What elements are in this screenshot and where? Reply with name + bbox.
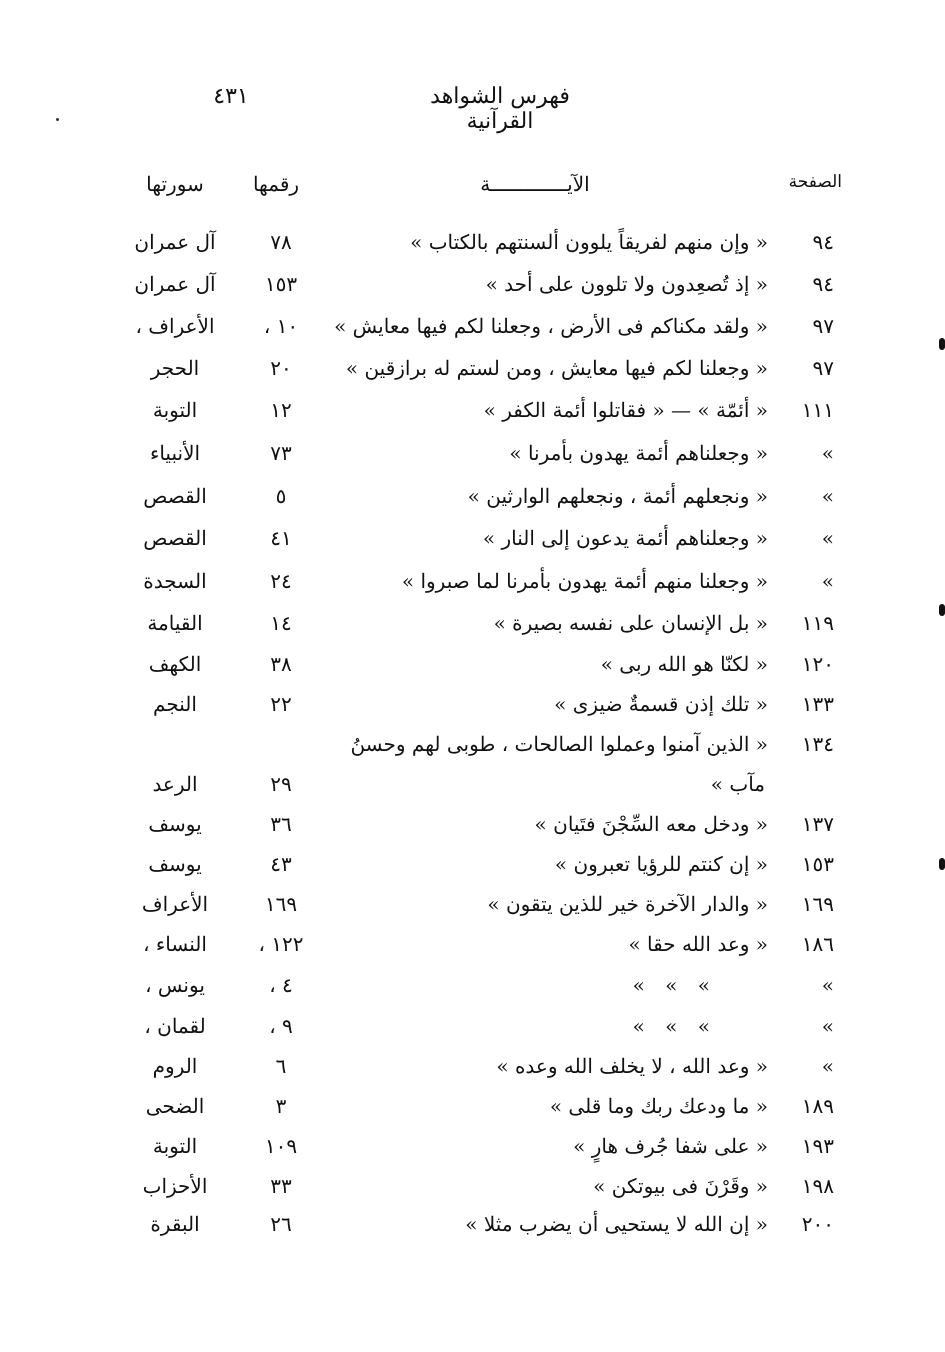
row-verse: » » »	[632, 973, 710, 997]
row-surah: الروم	[152, 1054, 198, 1078]
scan-edge-mark	[939, 858, 945, 870]
table-row	[0, 732, 945, 772]
row-number: ٣٦	[270, 812, 292, 836]
table-row	[0, 1134, 945, 1174]
row-number: ١٠ ،	[263, 314, 299, 338]
table-row	[0, 652, 945, 692]
row-page: ٩٤	[812, 230, 834, 254]
row-surah: الأنبياء	[149, 441, 201, 465]
column-header-page: الصفحة	[788, 172, 842, 192]
row-verse: « أئمّة » — « فقاتلوا أئمة الكفر »	[483, 398, 768, 422]
table-row	[0, 932, 945, 972]
row-page: »	[821, 526, 834, 550]
row-page: ١٥٣	[801, 852, 834, 876]
scan-edge-mark	[939, 604, 945, 616]
row-number: ٢٦	[270, 1212, 292, 1236]
scan-edge-mark	[939, 338, 945, 350]
row-verse: « إن كنتم للرؤيا تعبرون »	[554, 852, 768, 876]
table-row	[0, 812, 945, 852]
row-verse: « وإن منهم لفريقاً يلوون ألسنتهم بالكتاب »	[410, 230, 768, 254]
row-surah: النساء ،	[143, 932, 207, 956]
table-row	[0, 1174, 945, 1214]
row-number: ٧٣	[270, 441, 292, 465]
row-verse: « لكنّا هو الله ربى »	[600, 652, 768, 676]
row-surah: الرعد	[152, 772, 198, 796]
row-surah: آل عمران	[134, 272, 216, 296]
table-row	[0, 569, 945, 609]
row-page: ٢٠٠	[801, 1212, 834, 1236]
row-number: ٣	[275, 1094, 287, 1118]
row-verse: مآب »	[710, 772, 765, 796]
row-number: ١٥٣	[264, 272, 298, 296]
row-verse: « ولقد مكناكم فى الأرض ، وجعلنا لكم فيها معايش »	[334, 314, 768, 338]
row-verse: « الذين آمنوا وعملوا الصالحات ، طوبى لهم وحسنُ	[350, 732, 768, 756]
row-number: ٤٣	[270, 852, 292, 876]
row-number: ١٠٩	[264, 1134, 298, 1158]
table-row	[0, 973, 945, 1013]
row-page: ١٣٣	[801, 692, 834, 716]
row-page: ١٣٤	[801, 732, 834, 756]
table-row	[0, 484, 945, 524]
row-number: ٧٨	[270, 230, 292, 254]
row-page: ١١١	[801, 398, 834, 422]
page-title: فهرس الشواهد القرآنية	[430, 84, 570, 134]
row-number: ٤١	[270, 526, 292, 550]
row-surah: القيامة	[147, 611, 203, 635]
row-page: ١٦٩	[801, 892, 834, 916]
row-page: ١١٩	[801, 611, 834, 635]
table-row	[0, 692, 945, 732]
column-header-surah: سورتها	[146, 172, 204, 196]
row-number: ٤ ،	[269, 973, 293, 997]
row-page: »	[821, 1014, 834, 1038]
row-page: »	[821, 569, 834, 593]
row-number: ٥	[275, 484, 287, 508]
table-row	[0, 441, 945, 481]
row-verse: « على شفا جُرف هارٍ »	[573, 1134, 768, 1158]
row-verse: « وجعلنا لكم فيها معايش ، ومن لستم له برازقين »	[345, 356, 768, 380]
row-number: ١٢	[270, 398, 292, 422]
row-surah: لقمان ،	[144, 1014, 206, 1038]
table-row	[0, 1094, 945, 1134]
row-page: »	[821, 1054, 834, 1078]
row-number: ٩ ،	[269, 1014, 293, 1038]
row-surah: الضحى	[145, 1094, 205, 1118]
table-row	[0, 892, 945, 932]
row-surah: البقرة	[150, 1212, 200, 1236]
row-verse: « إن الله لا يستحيى أن يضرب مثلا »	[465, 1212, 768, 1236]
row-number: ١٢٢ ،	[258, 932, 304, 956]
row-number: ٢٤	[270, 569, 292, 593]
row-page: ٩٤	[812, 272, 834, 296]
column-header-number: رقمها	[252, 172, 300, 196]
table-row	[0, 1054, 945, 1094]
row-page: ١٩٨	[801, 1174, 834, 1198]
row-surah: آل عمران	[134, 230, 216, 254]
row-verse: « إذ تُصعِدون ولا تلوون على أحد »	[485, 272, 768, 296]
row-surah: القصص	[143, 484, 207, 508]
row-number: ٢٩	[270, 772, 292, 796]
scan-speck	[56, 118, 59, 121]
row-surah: التوبة	[152, 1134, 198, 1158]
column-header-verse: الآيـــــــــــــة	[480, 172, 590, 196]
row-page: »	[821, 441, 834, 465]
row-verse: « ما ودعك ربك وما قلى »	[549, 1094, 768, 1118]
table-row	[0, 1014, 945, 1054]
row-number: ٦	[275, 1054, 287, 1078]
row-page: ١٩٣	[801, 1134, 834, 1158]
row-page: ٩٧	[812, 356, 834, 380]
row-number: ٣٣	[270, 1174, 292, 1198]
page-number: ٤٣١	[213, 84, 249, 109]
row-surah: النجم	[153, 692, 197, 716]
table-row	[0, 398, 945, 438]
row-surah: الحجر	[150, 356, 200, 380]
row-page: ٩٧	[812, 314, 834, 338]
table-row	[0, 772, 945, 812]
row-number: ٢٠	[270, 356, 292, 380]
row-verse: « وعد الله حقا »	[628, 932, 768, 956]
row-surah: الأعراف ،	[135, 314, 215, 338]
row-verse: « وقَرْنَ فى بيوتكن »	[593, 1174, 768, 1198]
row-verse: « بل الإنسان على نفسه بصيرة »	[493, 611, 768, 635]
table-row	[0, 852, 945, 892]
row-page: ١٣٧	[801, 812, 834, 836]
table-row	[0, 272, 945, 312]
row-surah: الكهف	[148, 652, 202, 676]
row-surah: التوبة	[152, 398, 198, 422]
row-page: ١٢٠	[801, 652, 834, 676]
row-number: ١٤	[270, 611, 292, 635]
row-verse: » » »	[632, 1014, 710, 1038]
row-number: ٣٨	[270, 652, 292, 676]
row-page: ١٨٦	[801, 932, 834, 956]
table-row	[0, 1212, 945, 1252]
row-page: »	[821, 973, 834, 997]
row-page: ١٨٩	[801, 1094, 834, 1118]
table-row	[0, 611, 945, 651]
row-number: ١٦٩	[264, 892, 298, 916]
table-row	[0, 526, 945, 566]
row-surah: يوسف	[148, 852, 202, 876]
row-verse: « ودخل معه السِّجْنَ فتَيان »	[534, 812, 768, 836]
row-page: »	[821, 484, 834, 508]
row-verse: « وعد الله ، لا يخلف الله وعده »	[496, 1054, 768, 1078]
row-number: ٢٢	[270, 692, 292, 716]
table-row	[0, 356, 945, 396]
row-surah: يوسف	[148, 812, 202, 836]
row-verse: « تلك إذن قسمةٌ ضيزى »	[554, 692, 768, 716]
row-verse: « وجعلناهم أئمة يهدون بأمرنا »	[509, 441, 768, 465]
row-verse: « والدار الآخرة خير للذين يتقون »	[487, 892, 768, 916]
row-surah: الأعراف	[141, 892, 209, 916]
table-row	[0, 230, 945, 270]
row-verse: « ونجعلهم أئمة ، ونجعلهم الوارثين »	[467, 484, 768, 508]
row-surah: القصص	[143, 526, 207, 550]
row-verse: « وجعلنا منهم أئمة يهدون بأمرنا لما صبروا »	[401, 569, 768, 593]
row-surah: السجدة	[143, 569, 207, 593]
row-surah: يونس ،	[145, 973, 205, 997]
row-surah: الأحزاب	[142, 1174, 208, 1198]
table-row	[0, 314, 945, 354]
row-verse: « وجعلناهم أئمة يدعون إلى النار »	[482, 526, 768, 550]
